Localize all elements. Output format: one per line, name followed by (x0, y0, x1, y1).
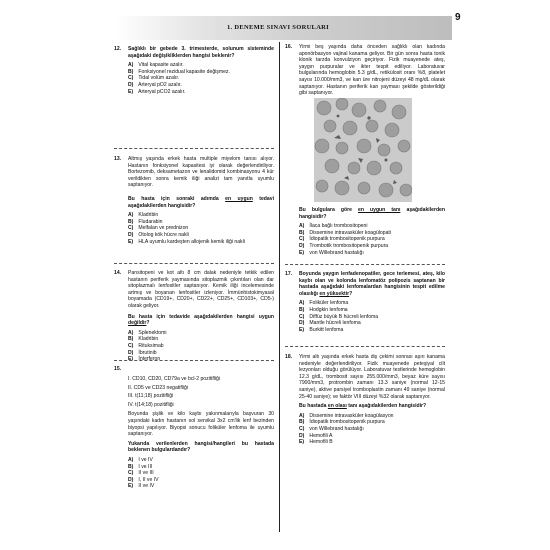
option-letter: B) (128, 463, 134, 470)
option-letter: B) (299, 229, 305, 236)
option-letter: E) (299, 326, 305, 333)
question-number: 15. (114, 366, 122, 372)
question-prompt: Bu hasta için tedavide aşağıdakilerden hangisi uygun değildir? (128, 313, 274, 327)
answer-option[interactable] (128, 483, 274, 490)
answer-option[interactable] (299, 314, 445, 321)
option-text: İbrutinib (137, 349, 157, 356)
option-letter: A) (299, 223, 305, 230)
option-list (299, 300, 445, 333)
question-number: 12. (114, 46, 122, 52)
option-letter: D) (299, 432, 305, 439)
option-letter: C) (299, 313, 305, 320)
option-list (128, 212, 274, 245)
answer-option[interactable] (128, 212, 274, 219)
answer-option[interactable] (299, 223, 445, 230)
question-stem: Boyunda şişlik ve kilo kaybı yakınmalarıyla başvuran 30 yaşındaki kadın hastanın sol servikal 3x2 cm'lik lenf bezinden biyopsi yapılıyor. Biyopsi sonucu foliküler lenfoma ile uyumlu saptanıyor. (128, 411, 274, 438)
option-letter: E) (128, 238, 134, 245)
question-number: 16. (285, 44, 293, 50)
option-text: Foliküler lenfoma (308, 300, 349, 307)
page-number: 9 (455, 12, 461, 23)
option-list (299, 413, 445, 446)
option-letter: E) (128, 356, 134, 363)
option-text: I, II ve IV (137, 476, 159, 483)
answer-option[interactable] (128, 464, 274, 471)
option-text: Tidal volüm azalır. (137, 75, 180, 82)
option-letter: C) (299, 425, 305, 432)
option-text: I ve III (137, 463, 153, 470)
option-letter: A) (128, 62, 134, 69)
option-letter: B) (299, 419, 305, 426)
option-letter: A) (128, 456, 134, 463)
option-letter: D) (128, 81, 134, 88)
question-separator (114, 148, 274, 149)
option-text: Kladribin (137, 336, 159, 343)
answer-option[interactable] (128, 336, 274, 343)
answer-option[interactable] (299, 307, 445, 314)
question-stem: Yirmi beş yaşında daha önceden sağlıklı olan kadında aponörbasyon vajinal kanama geliyor. Bir gün sonra hasta tonik klonik tarzda konvulziyon geçiriyor. Fizik muayenede ateş, yaygın purpuralar ve ikter tespit ediliyor. Laboratuvar bulgularında hemoglobin 5.3 g/dL, retikülosit oranı %8, platelet sayısı 10.000/mm3, ve kan üre nitrojeni düzeyi 48 mg/dL olarak saptanıyor. Hastanın periferik kan yayması şekilde gösterildiği gibi saptanıyor. (299, 44, 445, 97)
question-number: 17. (285, 271, 293, 277)
answer-option[interactable] (299, 433, 445, 440)
option-text: Trombotik trombositopenik purpura (308, 242, 389, 249)
answer-option[interactable] (128, 69, 274, 76)
answer-option[interactable] (299, 236, 445, 243)
answer-option[interactable] (299, 426, 445, 433)
option-letter: A) (299, 300, 305, 307)
question-prompt: Bu bulgulara göre en uygun tanı aşağıdakilerden hangisidir? (299, 207, 446, 220)
option-list (128, 457, 274, 490)
option-letter: D) (128, 231, 134, 238)
option-letter: C) (128, 75, 134, 82)
option-letter: B) (299, 306, 305, 313)
option-text: Burkitt lenfoma (308, 326, 344, 333)
option-text: von Willebrand hastalığı (308, 249, 364, 256)
answer-option[interactable] (128, 219, 274, 226)
question-separator (285, 346, 445, 347)
option-list (128, 330, 274, 363)
option-text: İnterferon (137, 356, 161, 363)
option-letter: C) (128, 225, 134, 232)
option-text: Splenektomi (137, 329, 167, 336)
option-letter: D) (128, 476, 134, 483)
answer-option[interactable] (128, 470, 274, 477)
blood-smear-drawing (314, 98, 412, 202)
option-text: Dissemine intravasküler koagülopati (308, 229, 391, 236)
statement-item: IV. t(14;18) pozitifliği (128, 401, 174, 408)
option-text: Mantle hücreli lenfoma (308, 320, 361, 327)
question-prompt: Boyunda yaygın lenfadenopatiler, gece terlemesi, ateş, kilo kaybı olan ve kolonda lenfomatöz polipozis saptanan bir hastada aşağıdaki lenfomalardan hangisinin tespit edilme olasılığı en yüksektir? (299, 271, 445, 297)
answer-option[interactable] (128, 225, 274, 232)
option-text: Arteryal pO2 azalır. (137, 81, 182, 88)
option-list (128, 62, 274, 95)
option-letter: E) (299, 249, 305, 256)
question-prompt: Bu hastada en olası tanı aşağıdakilerden hangisidir? (299, 403, 427, 410)
option-text: Hodgkin lenfoma (308, 306, 348, 313)
answer-option[interactable] (299, 439, 445, 446)
question-stem: Yirmi altı yaşında erkek hasta diş çekimi sonrası aşırı kanama nedeniyle değerlendiriliyor. Fizik muayenede peteşiyal cilt lezyonları olduğu görülüyor. Laboratuvar testlerinde hemoglobin 12.3 g/dL, trombosit sayısı 255.000/mm3, beyaz küre sayısı 7900/mm3, protrombin zamanı 13.3 saniye (normal 12-15 saniye), aktive parsiyel tromboplastin zamanı 49 saniye (normal 25-40 saniye); ve faktör VIII düzeyi %32 olarak saptanıyor. (299, 354, 445, 400)
option-letter: B) (128, 218, 134, 225)
answer-option[interactable] (128, 457, 274, 464)
answer-option[interactable] (299, 250, 445, 257)
question-number: 13. (114, 156, 122, 162)
answer-option[interactable] (128, 343, 274, 350)
option-text: von Willebrand hastalığı (308, 425, 364, 432)
option-letter: B) (128, 336, 134, 343)
answer-option[interactable] (299, 243, 445, 250)
option-text: II ve IV (137, 483, 155, 490)
option-text: Vital kapasite azalır. (137, 62, 184, 69)
option-letter: D) (128, 349, 134, 356)
statement-list (128, 376, 274, 408)
option-letter: E) (128, 88, 134, 95)
option-letter: D) (299, 320, 305, 327)
option-text: Kladribin (137, 212, 159, 219)
option-text: II ve III (137, 470, 154, 477)
option-text: Hemofili B (308, 439, 333, 446)
statement-item: III. t(11;18) pozitifliği (128, 393, 174, 400)
answer-option[interactable] (299, 300, 445, 307)
answer-option[interactable] (299, 419, 445, 426)
question-separator (285, 264, 445, 265)
question-separator (114, 263, 274, 264)
question-stem: Pansitopeni ve kot altı 8 cm dalak nedeniyle tetkik edilen hastanın periferik yaymasında sitoplazmik çıkıntıları olan dar sitoplazmalı lenfositler saptanıyor. Kemik iliği incelemesinde artmış ve boyanan lenfositler izleniyor. İmmünhistokimyasal boyamada (CD19+, CD20+, CD22+, CD25+, CD103+, CD5-) olarak geliyor. (128, 270, 274, 309)
option-text: İdiopatik trombositopenik purpura (308, 419, 385, 426)
option-text: Arteryal pCO2 azalır. (137, 88, 186, 95)
column-divider (279, 42, 280, 532)
option-letter: B) (128, 68, 134, 75)
option-text: Fonksiyonel rezidual kapasite değişmez. (137, 68, 230, 75)
option-text: İlaca bağlı trombositopeni (308, 223, 368, 230)
answer-option[interactable] (128, 89, 274, 96)
option-text: HLA uyumlu kardeşten allojenik kemik iliği nakli (137, 238, 245, 245)
option-letter: A) (128, 329, 134, 336)
option-letter: C) (299, 236, 305, 243)
answer-option[interactable] (128, 82, 274, 89)
question-separator (114, 360, 274, 361)
option-text: Diffüz büyük B hücreli lenfoma (308, 313, 379, 320)
answer-option[interactable] (299, 327, 445, 334)
answer-option[interactable] (128, 330, 274, 337)
blood-smear-image (314, 98, 412, 202)
option-text: Otolog kök hücre nakli (137, 231, 189, 238)
option-text: Melfalan ve prednizon (137, 225, 189, 232)
answer-option[interactable] (128, 239, 274, 246)
option-text: İdiopatik trombositopenik purpura (308, 236, 385, 243)
option-letter: A) (128, 212, 134, 219)
option-text: Fludarabin (137, 218, 163, 225)
option-letter: D) (299, 242, 305, 249)
answer-option[interactable] (128, 477, 274, 484)
option-text: Dissemine intravasküler koagülasyon (308, 412, 394, 419)
statement-item: II. CD5 ve CD23 negatifliği (128, 384, 189, 391)
option-letter: A) (299, 412, 305, 419)
question-prompt: Yukarıda verilenlerden hangisi/hangileri bu hastada beklenen bulgulardandır? (128, 440, 274, 454)
option-letter: C) (128, 470, 134, 477)
statement-item: I. CD10, CD20, CD79a ve bcl-2 pozitifliği (128, 376, 221, 382)
question-stem: Sağlıklı bir gebede 3. trimesterde, solunum sisteminde aşağıdaki değişikliklerden hangisi beklenir? (128, 46, 274, 59)
option-text: I ve IV (137, 456, 153, 463)
option-text: Hemofili A (308, 432, 333, 439)
question-number: 14. (114, 270, 122, 276)
option-letter: C) (128, 342, 134, 349)
question-prompt: Bu hasta için sonraki adımda en uygun tedavi aşağıdakilerden hangisidir? (128, 195, 274, 209)
option-list (299, 223, 445, 256)
answer-option[interactable] (128, 232, 274, 239)
option-letter: E) (299, 439, 305, 446)
page-title: 1. DENEME SINAVI SORULARI (227, 24, 330, 31)
answer-option[interactable] (128, 62, 274, 69)
question-number: 18. (285, 354, 293, 360)
option-text: Rituksimab (137, 342, 164, 349)
answer-option[interactable] (128, 75, 274, 82)
option-letter: E) (128, 483, 134, 490)
question-stem: Altmış yaşında erkek hasta multiple miyelom tanısı alıyor. Hastanın fonksiyonel kapasitesi iyi olarak değerlendiriliyor. Bortezomib, deksametazon ve lenalidomid kombinasyonu 4 kür verildikten sonra kemik iliği analizi tam yanıtla uyumlu saptanıyor. (128, 156, 274, 189)
answer-option[interactable] (299, 320, 445, 327)
